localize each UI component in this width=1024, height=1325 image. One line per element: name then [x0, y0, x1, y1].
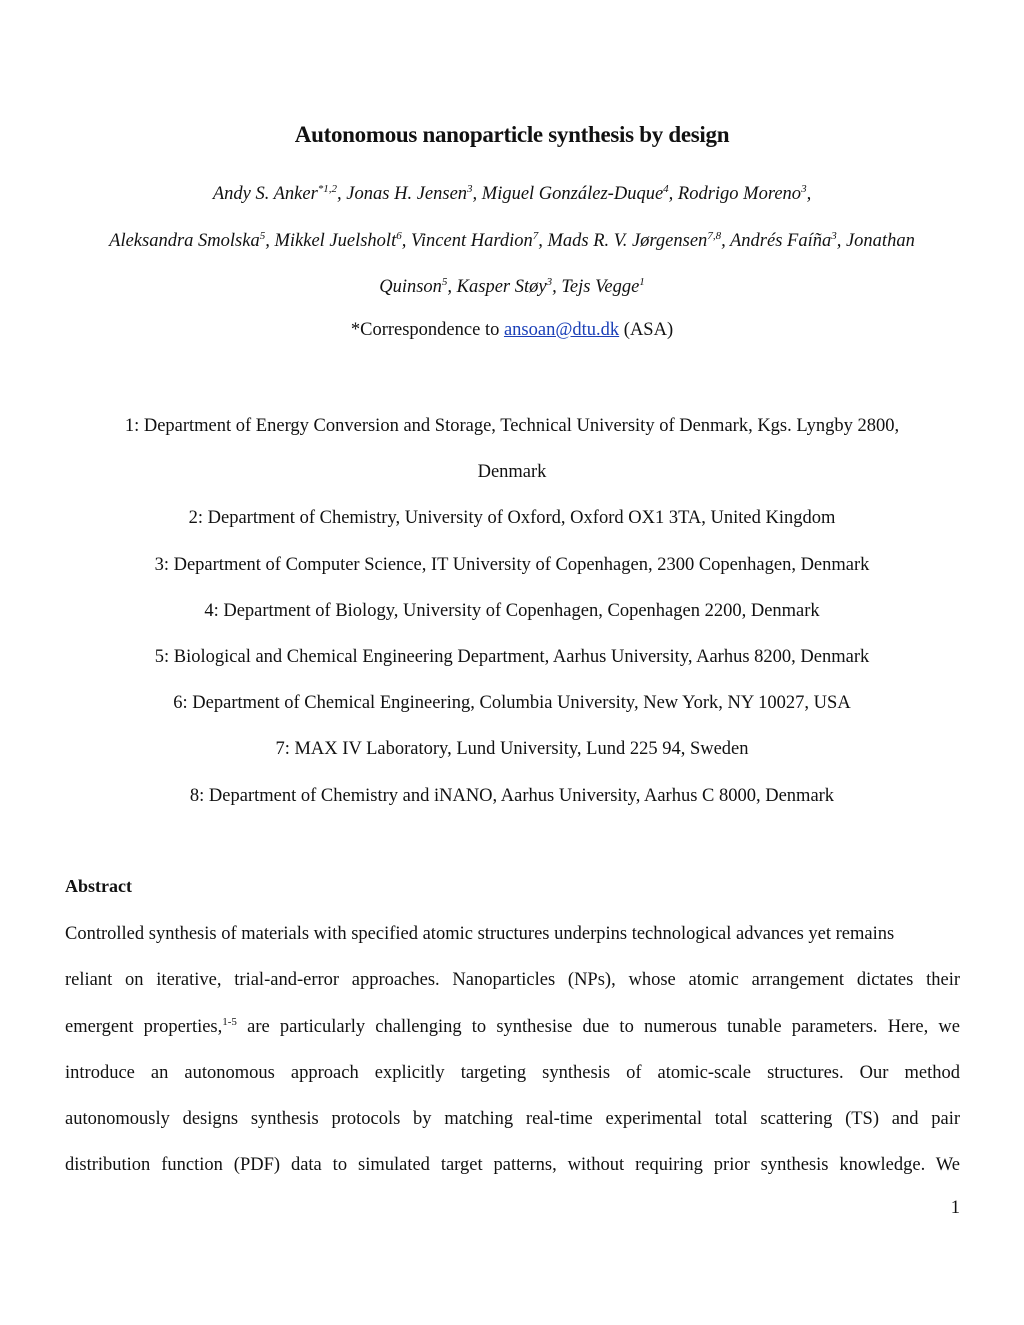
author-sep: , Jonathan	[836, 230, 915, 251]
author-sep: ,	[337, 184, 347, 204]
page-number: 1	[950, 1198, 960, 1218]
author-sep: ,	[721, 230, 730, 251]
author-name: Andrés Faíña	[729, 230, 832, 251]
author-sep: ,	[552, 277, 562, 297]
author-affil-sup: 5	[441, 276, 448, 288]
affiliation-4: 4: Department of Biology, University of Copenhagen, Copenhagen 2200, Denmark	[204, 600, 820, 621]
paper-title: Autonomous nanoparticle synthesis by design	[294, 122, 730, 147]
author-name: Miguel González-Duque	[481, 184, 664, 204]
author-name: Tejs Vegge	[561, 277, 640, 297]
affiliation-5: 5: Biological and Chemical Engineering Department, Aarhus University, Aarhus 8200, Denmark	[154, 646, 870, 667]
author-sep: ,	[668, 184, 678, 204]
author-name: Quinson	[379, 277, 442, 297]
author-sep: ,	[265, 230, 275, 251]
author-name: Aleksandra Smolska	[109, 230, 260, 251]
author-affil-sup: 6	[396, 229, 402, 242]
author-affil-sup: 5	[259, 229, 266, 242]
author-affil-sup: *1,2	[317, 183, 338, 195]
correspondence-email-link[interactable]: ansoan@dtu.dk	[503, 320, 620, 340]
author-name: Kasper Støy	[456, 277, 547, 297]
author-affil-sup: 7,8	[707, 229, 722, 242]
author-line-1	[56, 176, 968, 223]
author-affil-sup: 7	[532, 229, 539, 242]
author-sep: ,	[447, 277, 457, 297]
abstract-line: reliant on iterative, trial-and-error approaches. Nanoparticles (NPs), whose atomic arrangement dictates their	[65, 970, 960, 991]
abstract-body	[65, 920, 960, 1198]
abstract-line: Controlled synthesis of materials with specified atomic structures underpins technological advances yet remains	[65, 924, 895, 944]
author-affil-sup: 1	[639, 276, 645, 288]
affiliation-6: 6: Department of Chemical Engineering, Columbia University, New York, NY 10027, USA	[173, 693, 851, 714]
abstract-line: introduce an autonomous approach explicitly targeting synthesis of atomic-scale structures. Our method	[65, 1062, 960, 1083]
abstract-line: autonomously designs synthesis protocols by matching real-time experimental total scattering (TS) and pair	[65, 1109, 960, 1130]
affiliation-7: 7: MAX IV Laboratory, Lund University, Lund 225 94, Sweden	[275, 739, 749, 760]
abstract-line: distribution function (PDF) data to simulated target patterns, without requiring prior synthesis knowledge. We	[65, 1155, 960, 1176]
author-affil-sup: 3	[831, 229, 837, 242]
author-name: Rodrigo Moreno	[677, 184, 802, 204]
correspondence-line	[0, 320, 1024, 341]
author-affil-sup: 4	[663, 183, 669, 195]
affiliation-2: 2: Department of Chemistry, University of Oxford, Oxford OX1 3TA, United Kingdom	[188, 508, 836, 529]
abstract-text: emergent properties,	[65, 1016, 223, 1037]
author-sep: ,	[401, 230, 411, 251]
correspondence-suffix: (ASA)	[619, 320, 674, 340]
correspondence-prefix: *Correspondence to	[350, 320, 504, 340]
abstract-line	[65, 1013, 960, 1059]
abstract-heading: Abstract	[65, 876, 132, 896]
affiliation-1: 1: Department of Energy Conversion and Storage, Technical University of Denmark, Kgs. Lyngby 2800,	[124, 416, 900, 436]
affiliation-3: 3: Department of Computer Science, IT University of Copenhagen, 2300 Copenhagen, Denmark	[154, 554, 870, 575]
author-affil-sup: 3	[546, 276, 553, 288]
author-sep: ,	[806, 184, 812, 204]
author-name: Mads R. V. Jørgensen	[547, 230, 708, 251]
affiliation-8: 8: Department of Chemistry and iNANO, Aarhus University, Aarhus C 8000, Denmark	[189, 785, 835, 806]
author-name: Vincent Hardion	[410, 230, 533, 251]
author-name: Andy S. Anker	[212, 184, 318, 204]
affiliation-1-cont: Denmark	[477, 462, 547, 483]
author-sep: ,	[472, 184, 482, 204]
author-list	[56, 176, 968, 316]
abstract-text: are particularly challenging to synthesise due to numerous tunable parameters. Here, we	[236, 1016, 961, 1037]
author-affil-sup: 3	[467, 183, 473, 195]
author-line-3	[56, 269, 968, 316]
author-sep: ,	[538, 230, 548, 251]
affiliation-list	[40, 412, 984, 828]
author-name: Mikkel Juelsholt	[274, 230, 397, 251]
author-name: Jonas H. Jensen	[346, 184, 468, 204]
author-line-2	[56, 223, 968, 270]
citation-sup: 1-5	[222, 1015, 237, 1028]
author-affil-sup: 3	[801, 183, 807, 195]
